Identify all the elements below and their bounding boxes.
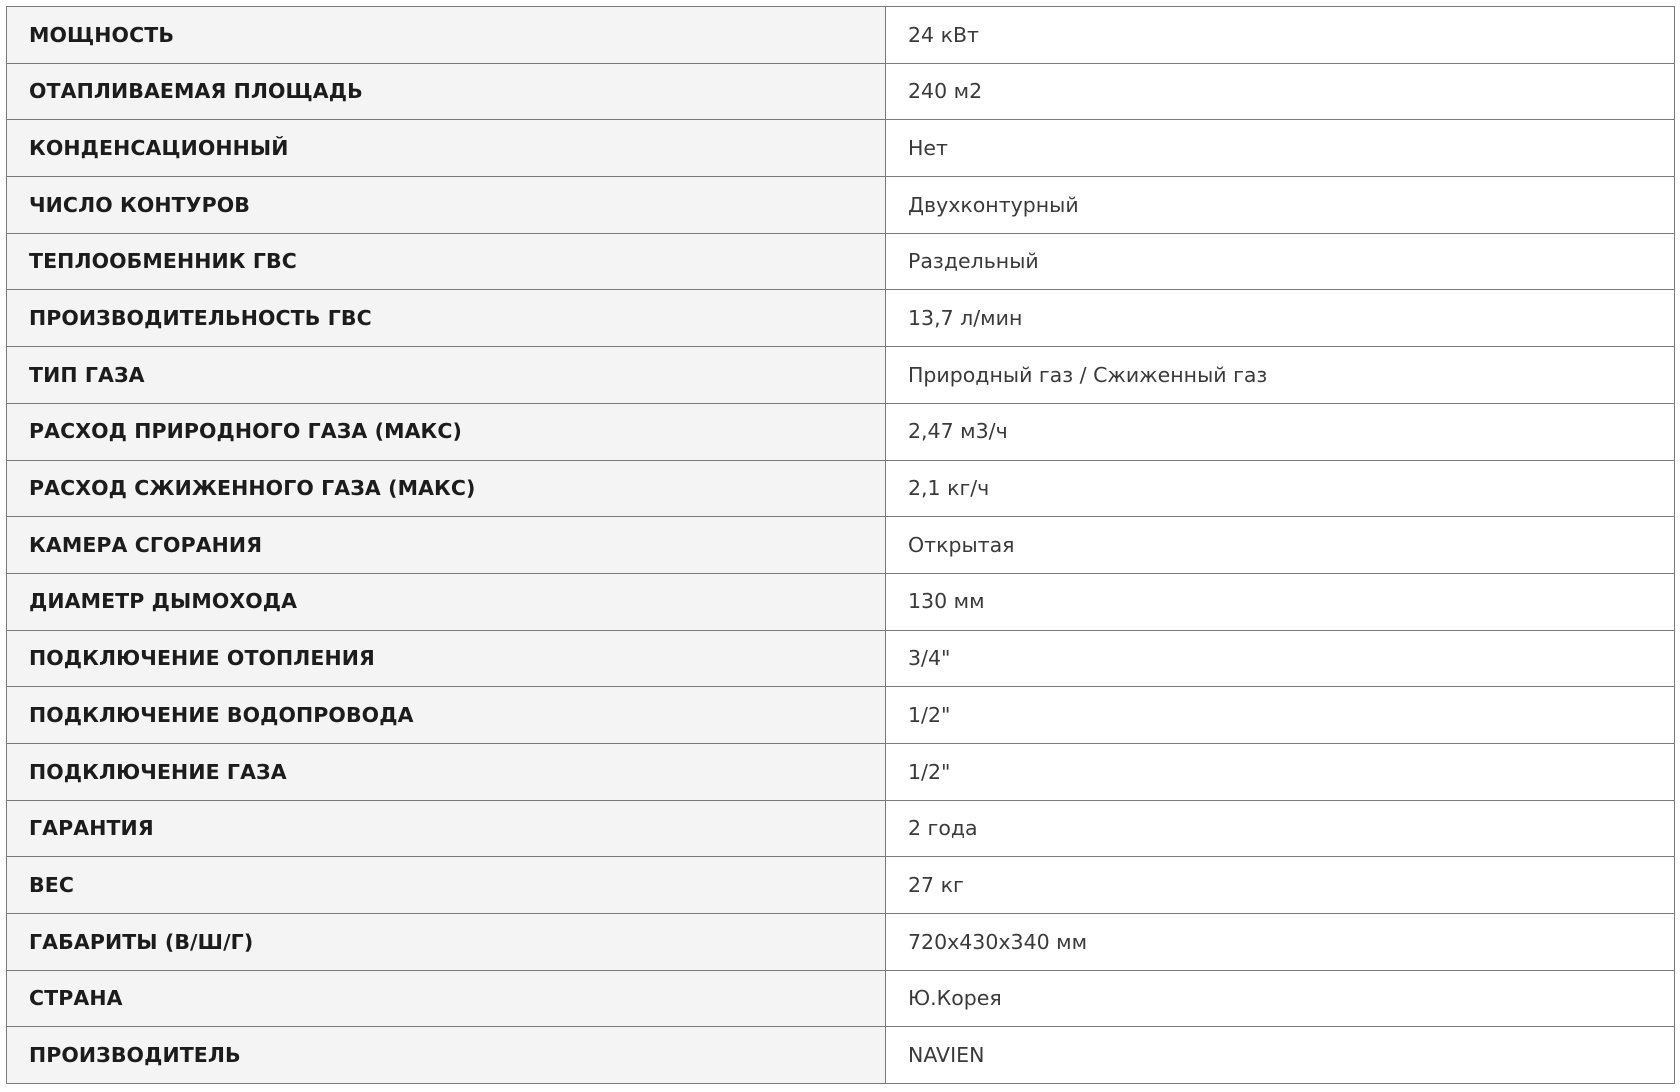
spec-row bbox=[7, 177, 1675, 234]
spec-row bbox=[7, 800, 1675, 857]
spec-row bbox=[7, 914, 1675, 971]
spec-value-cell: 240 м2 bbox=[886, 63, 1675, 120]
spec-name-cell: МОЩНОСТЬ bbox=[7, 7, 886, 64]
spec-name-cell: ПРОИЗВОДИТЕЛЬ bbox=[7, 1027, 886, 1084]
spec-name-cell: ПРОИЗВОДИТЕЛЬНОСТЬ ГВС bbox=[7, 290, 886, 347]
spec-name-cell: ВЕС bbox=[7, 857, 886, 914]
spec-value-cell: Двухконтурный bbox=[886, 177, 1675, 234]
spec-value-cell: Ю.Корея bbox=[886, 970, 1675, 1027]
spec-row bbox=[7, 970, 1675, 1027]
spec-row bbox=[7, 687, 1675, 744]
spec-value-cell: 24 кВт bbox=[886, 7, 1675, 64]
spec-name-cell: ГАБАРИТЫ (В/Ш/Г) bbox=[7, 914, 886, 971]
spec-name-cell: ПОДКЛЮЧЕНИЕ ГАЗА bbox=[7, 743, 886, 800]
spec-value-cell: 13,7 л/мин bbox=[886, 290, 1675, 347]
spec-value-cell: 130 мм bbox=[886, 573, 1675, 630]
spec-name-cell: СТРАНА bbox=[7, 970, 886, 1027]
spec-value-cell: NAVIEN bbox=[886, 1027, 1675, 1084]
spec-row bbox=[7, 517, 1675, 574]
spec-row bbox=[7, 120, 1675, 177]
spec-value-cell: 3/4" bbox=[886, 630, 1675, 687]
spec-value-cell: 1/2" bbox=[886, 743, 1675, 800]
spec-name-cell: ТИП ГАЗА bbox=[7, 347, 886, 404]
spec-row bbox=[7, 630, 1675, 687]
spec-row bbox=[7, 1027, 1675, 1084]
spec-name-cell: РАСХОД ПРИРОДНОГО ГАЗА (МАКС) bbox=[7, 403, 886, 460]
spec-name-cell: ПОДКЛЮЧЕНИЕ ВОДОПРОВОДА bbox=[7, 687, 886, 744]
spec-row bbox=[7, 573, 1675, 630]
specifications-table-body bbox=[7, 7, 1675, 1084]
spec-value-cell: 720х430х340 мм bbox=[886, 914, 1675, 971]
spec-row bbox=[7, 743, 1675, 800]
spec-name-cell: ТЕПЛООБМЕННИК ГВС bbox=[7, 233, 886, 290]
spec-value-cell: 2,47 м3/ч bbox=[886, 403, 1675, 460]
spec-name-cell: ПОДКЛЮЧЕНИЕ ОТОПЛЕНИЯ bbox=[7, 630, 886, 687]
spec-value-cell: Раздельный bbox=[886, 233, 1675, 290]
spec-row bbox=[7, 347, 1675, 404]
spec-name-cell: КАМЕРА СГОРАНИЯ bbox=[7, 517, 886, 574]
specifications-table bbox=[6, 6, 1675, 1084]
spec-name-cell: РАСХОД СЖИЖЕННОГО ГАЗА (МАКС) bbox=[7, 460, 886, 517]
spec-value-cell: 2,1 кг/ч bbox=[886, 460, 1675, 517]
spec-row bbox=[7, 460, 1675, 517]
spec-row bbox=[7, 403, 1675, 460]
spec-row bbox=[7, 233, 1675, 290]
spec-value-cell: Нет bbox=[886, 120, 1675, 177]
spec-row bbox=[7, 857, 1675, 914]
spec-value-cell: 1/2" bbox=[886, 687, 1675, 744]
spec-value-cell: Открытая bbox=[886, 517, 1675, 574]
spec-value-cell: 2 года bbox=[886, 800, 1675, 857]
spec-value-cell: Природный газ / Сжиженный газ bbox=[886, 347, 1675, 404]
spec-name-cell: ЧИСЛО КОНТУРОВ bbox=[7, 177, 886, 234]
spec-name-cell: ДИАМЕТР ДЫМОХОДА bbox=[7, 573, 886, 630]
spec-name-cell: ОТАПЛИВАЕМАЯ ПЛОЩАДЬ bbox=[7, 63, 886, 120]
spec-name-cell: ГАРАНТИЯ bbox=[7, 800, 886, 857]
spec-name-cell: КОНДЕНСАЦИОННЫЙ bbox=[7, 120, 886, 177]
spec-value-cell: 27 кг bbox=[886, 857, 1675, 914]
spec-row bbox=[7, 7, 1675, 64]
spec-row bbox=[7, 63, 1675, 120]
spec-row bbox=[7, 290, 1675, 347]
